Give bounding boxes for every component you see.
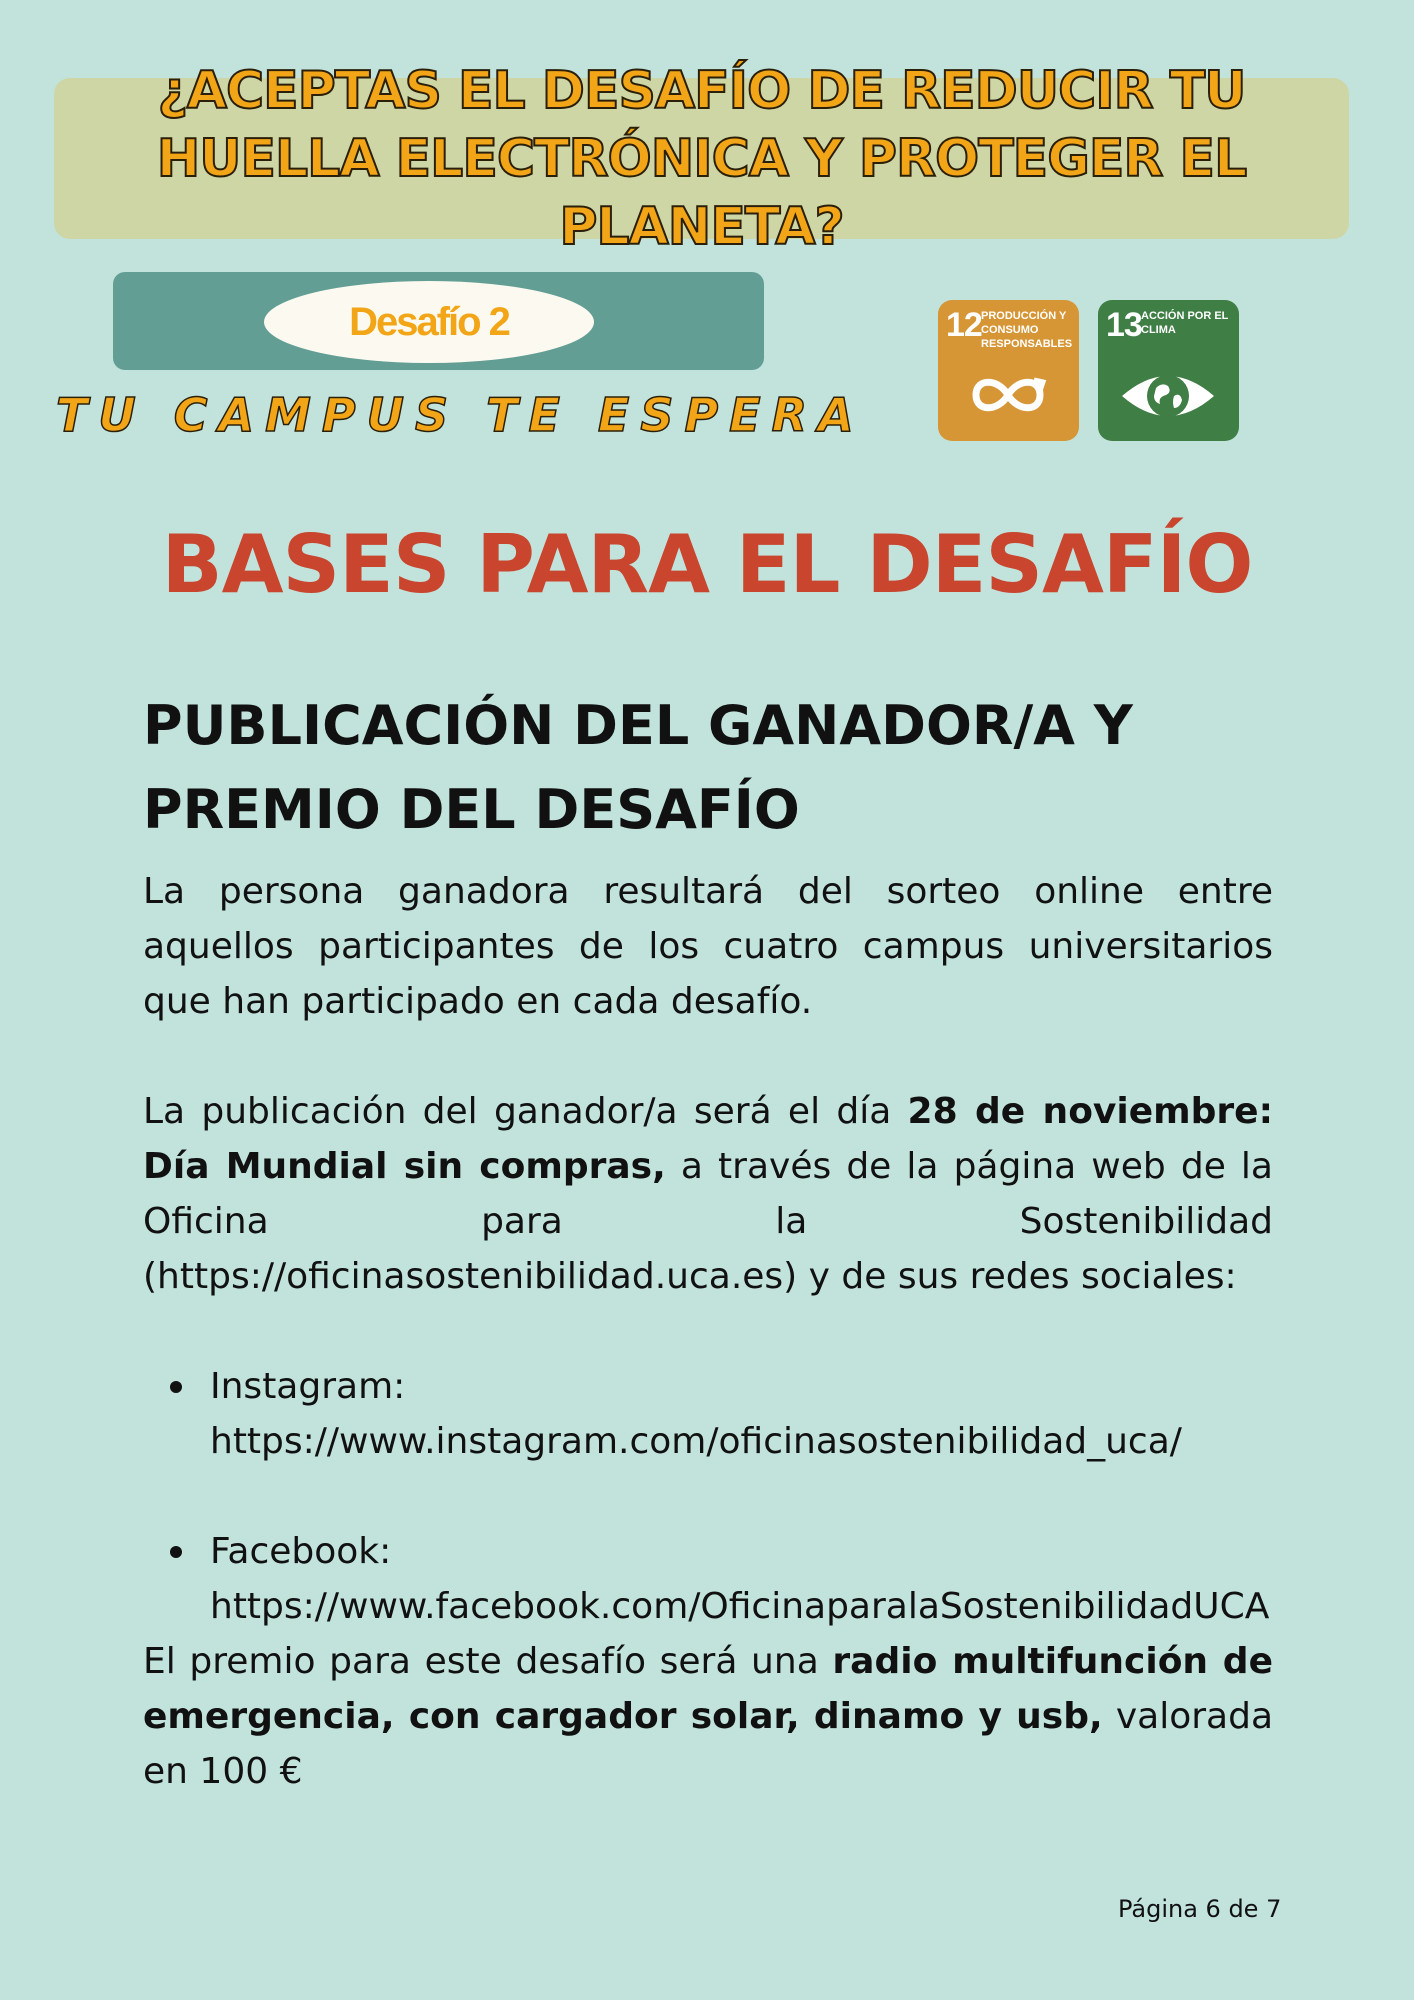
main-content (143, 684, 1273, 1799)
list-item (143, 1359, 1273, 1469)
sdg-12-badge (938, 300, 1079, 441)
sdg-13-badge (1098, 300, 1239, 441)
paragraph-publication (143, 1084, 1273, 1304)
sdg-number: 13 (1106, 306, 1142, 344)
publication-text: La publicación del ganador/a será el día (143, 1091, 908, 1132)
social-label-facebook: Facebook: (210, 1531, 392, 1572)
publication-date: 28 de noviembre: Día Mundial sin compras, (143, 1091, 1273, 1187)
challenge-label: Desafío 2 (349, 299, 509, 344)
campus-tagline: TU CAMPUS TE ESPERA (56, 388, 865, 442)
eye-globe-icon (1118, 360, 1218, 430)
infinity-icon (958, 360, 1058, 430)
publication-text-end: a través de la página web de la Oficina para la Sostenibilidad (https://oficinasostenibilidad.uca.es) y de sus redes sociales: (143, 1146, 1273, 1297)
challenge-badge (264, 281, 594, 363)
section-heading: PUBLICACIÓN DEL GANADOR/A Y PREMIO DEL DESAFÍO (143, 694, 1133, 841)
social-links-list (143, 1359, 1273, 1634)
sdg-number: 12 (946, 306, 982, 344)
list-spacer (143, 1469, 1273, 1524)
paragraph-winner-selection: La persona ganadora resultará del sorteo online entre aquellos participantes de los cuatro campus universitarios que han participado en cada desafío. (143, 871, 1273, 1022)
page-number: Página 6 de 7 (1118, 1895, 1282, 1923)
bullet-icon (170, 1381, 182, 1393)
social-label-instagram: Instagram: (210, 1366, 406, 1407)
bullet-icon (170, 1546, 182, 1558)
banner-title: ¿ACEPTAS EL DESAFÍO DE REDUCIR TU HUELLA ELECTRÓNICA Y PROTEGER EL PLANETA? (156, 60, 1247, 257)
prize-value: valorada en 100 € (143, 1696, 1274, 1792)
prize-text: El premio para este desafío será una (143, 1641, 833, 1682)
prize-item: radio multifunción de emergencia, con cargador solar, dinamo y usb, (143, 1641, 1273, 1737)
page-title: BASES PARA EL DESAFÍO (161, 518, 1253, 611)
sdg-text: ACCIÓN POR EL CLIMA (1141, 310, 1229, 336)
sdg-text: PRODUCCIÓN Y CONSUMO RESPONSABLES (981, 310, 1073, 350)
instagram-link[interactable]: https://www.instagram.com/oficinasostenibilidad_uca/ (210, 1421, 1182, 1462)
paragraph-prize (143, 1634, 1273, 1799)
list-item (143, 1524, 1273, 1634)
facebook-link[interactable]: https://www.facebook.com/OficinaparalaSostenibilidadUCA (210, 1586, 1270, 1627)
header-banner (54, 60, 1349, 257)
